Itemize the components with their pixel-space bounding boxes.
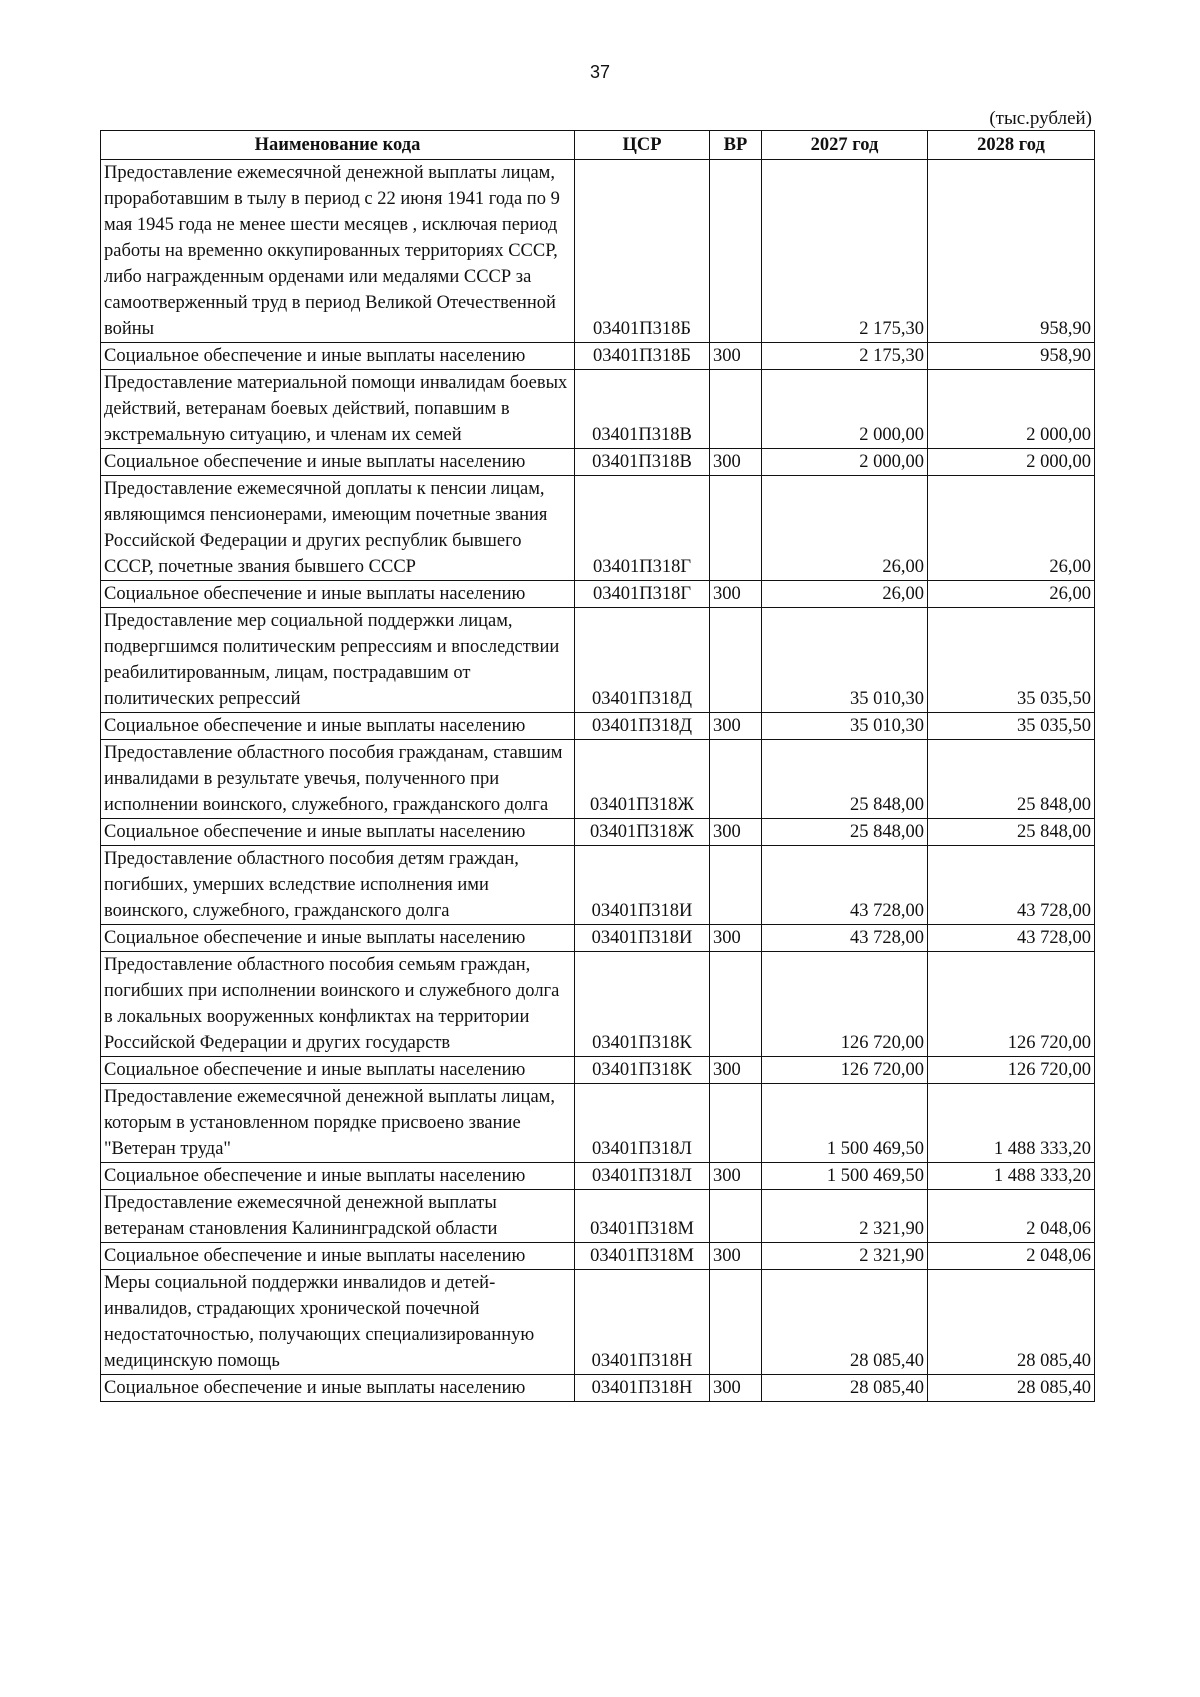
row-csr: 03401П318В xyxy=(575,449,710,476)
row-2028: 26,00 xyxy=(928,476,1095,581)
row-2028: 1 488 333,20 xyxy=(928,1163,1095,1190)
row-2027: 28 085,40 xyxy=(762,1375,928,1402)
header-csr: ЦСР xyxy=(575,131,710,160)
row-2028: 25 848,00 xyxy=(928,740,1095,819)
row-vr: 300 xyxy=(710,1163,762,1190)
page-number: 37 xyxy=(589,62,611,82)
row-2028: 958,90 xyxy=(928,343,1095,370)
row-csr: 03401П318Н xyxy=(575,1375,710,1402)
row-2027: 2 175,30 xyxy=(762,160,928,343)
row-csr: 03401П318И xyxy=(575,925,710,952)
row-name: Социальное обеспечение и иные выплаты населению xyxy=(101,343,575,370)
row-2027: 25 848,00 xyxy=(762,740,928,819)
row-2027: 2 175,30 xyxy=(762,343,928,370)
table-row xyxy=(101,449,1095,476)
row-2027: 26,00 xyxy=(762,476,928,581)
row-2027: 26,00 xyxy=(762,581,928,608)
row-csr: 03401П318Г xyxy=(575,581,710,608)
row-vr: 300 xyxy=(710,1243,762,1270)
row-name: Предоставление мер социальной поддержки лицам, подвергшимся политическим репрессиям и впоследствии реабилитированным, лицам, пострадавшим от политических репрессий xyxy=(101,608,575,713)
row-csr: 03401П318Г xyxy=(575,476,710,581)
row-2027: 25 848,00 xyxy=(762,819,928,846)
row-name: Предоставление материальной помощи инвалидам боевых действий, ветеранам боевых действий, попавшим в экстремальную ситуацию, и членам их семей xyxy=(101,370,575,449)
table-row xyxy=(101,1057,1095,1084)
row-2027: 1 500 469,50 xyxy=(762,1163,928,1190)
table-row xyxy=(101,1270,1095,1375)
table-row xyxy=(101,952,1095,1057)
row-vr: 300 xyxy=(710,343,762,370)
row-vr: 300 xyxy=(710,1057,762,1084)
row-vr xyxy=(710,1084,762,1163)
table-row xyxy=(101,1163,1095,1190)
row-name: Социальное обеспечение и иные выплаты населению xyxy=(101,581,575,608)
row-csr: 03401П318Ж xyxy=(575,819,710,846)
row-2028: 43 728,00 xyxy=(928,846,1095,925)
row-2028: 126 720,00 xyxy=(928,952,1095,1057)
row-name: Меры социальной поддержки инвалидов и детей-инвалидов, страдающих хронической почечной недостаточностью, получающих специализированную медицинскую помощь xyxy=(101,1270,575,1375)
row-csr: 03401П318И xyxy=(575,846,710,925)
row-vr: 300 xyxy=(710,1375,762,1402)
row-vr xyxy=(710,476,762,581)
header-2028: 2028 год xyxy=(928,131,1095,160)
row-name: Социальное обеспечение и иные выплаты населению xyxy=(101,819,575,846)
table-row xyxy=(101,740,1095,819)
row-2028: 25 848,00 xyxy=(928,819,1095,846)
row-vr xyxy=(710,1270,762,1375)
table-row xyxy=(101,581,1095,608)
row-vr: 300 xyxy=(710,925,762,952)
row-csr: 03401П318К xyxy=(575,1057,710,1084)
row-2028: 2 048,06 xyxy=(928,1190,1095,1243)
row-csr: 03401П318Н xyxy=(575,1270,710,1375)
header-vr: ВР xyxy=(710,131,762,160)
budget-table xyxy=(100,130,1095,1402)
row-2028: 28 085,40 xyxy=(928,1270,1095,1375)
row-name: Предоставление ежемесячной доплаты к пенсии лицам, являющимся пенсионерами, имеющим почетные звания Российской Федерации и других республик бывшего СССР, почетные звания бывшего СССР xyxy=(101,476,575,581)
row-2028: 35 035,50 xyxy=(928,713,1095,740)
table-row xyxy=(101,713,1095,740)
row-2028: 2 000,00 xyxy=(928,370,1095,449)
row-2027: 2 321,90 xyxy=(762,1243,928,1270)
row-2027: 43 728,00 xyxy=(762,925,928,952)
row-name: Социальное обеспечение и иные выплаты населению xyxy=(101,1163,575,1190)
units-label: (тыс.рублей) xyxy=(989,108,1092,129)
row-2028: 26,00 xyxy=(928,581,1095,608)
row-2028: 35 035,50 xyxy=(928,608,1095,713)
row-vr xyxy=(710,608,762,713)
row-2027: 2 321,90 xyxy=(762,1190,928,1243)
table-row xyxy=(101,608,1095,713)
row-name: Предоставление областного пособия семьям граждан, погибших при исполнении воинского и служебного долга в локальных вооруженных конфликтах на территории Российской Федерации и других государств xyxy=(101,952,575,1057)
row-2027: 126 720,00 xyxy=(762,1057,928,1084)
table-row xyxy=(101,370,1095,449)
row-name: Социальное обеспечение и иные выплаты населению xyxy=(101,925,575,952)
row-2028: 2 048,06 xyxy=(928,1243,1095,1270)
row-2027: 126 720,00 xyxy=(762,952,928,1057)
row-vr xyxy=(710,370,762,449)
row-vr: 300 xyxy=(710,449,762,476)
row-2027: 43 728,00 xyxy=(762,846,928,925)
row-csr: 03401П318К xyxy=(575,952,710,1057)
row-name: Предоставление областного пособия гражданам, ставшим инвалидами в результате увечья, полученного при исполнении воинского, служебного, гражданского долга xyxy=(101,740,575,819)
row-csr: 03401П318М xyxy=(575,1243,710,1270)
table-row xyxy=(101,343,1095,370)
header-name: Наименование кода xyxy=(101,131,575,160)
row-2027: 1 500 469,50 xyxy=(762,1084,928,1163)
row-vr xyxy=(710,740,762,819)
row-name: Предоставление ежемесячной денежной выплаты лицам, проработавшим в тылу в период с 22 июня 1941 года по 9 мая 1945 года не менее шести месяцев , исключая период работы на временно оккупированных территориях СССР, либо награжденным орденами или медалями СССР за самоотверженный труд в период Великой Отечественной войны xyxy=(101,160,575,343)
table-row xyxy=(101,476,1095,581)
row-2027: 28 085,40 xyxy=(762,1270,928,1375)
table-row xyxy=(101,160,1095,343)
row-name: Социальное обеспечение и иные выплаты населению xyxy=(101,1243,575,1270)
row-name: Предоставление ежемесячной денежной выплаты лицам, которым в установленном порядке присвоено звание "Ветеран труда" xyxy=(101,1084,575,1163)
row-vr xyxy=(710,952,762,1057)
row-vr: 300 xyxy=(710,819,762,846)
table-header-row xyxy=(101,131,1095,160)
row-2028: 1 488 333,20 xyxy=(928,1084,1095,1163)
row-2028: 2 000,00 xyxy=(928,449,1095,476)
table-row xyxy=(101,846,1095,925)
row-name: Социальное обеспечение и иные выплаты населению xyxy=(101,1057,575,1084)
row-2028: 43 728,00 xyxy=(928,925,1095,952)
row-vr: 300 xyxy=(710,713,762,740)
row-csr: 03401П318В xyxy=(575,370,710,449)
row-vr xyxy=(710,1190,762,1243)
row-2028: 958,90 xyxy=(928,160,1095,343)
table-row xyxy=(101,1084,1095,1163)
row-csr: 03401П318Ж xyxy=(575,740,710,819)
row-2028: 126 720,00 xyxy=(928,1057,1095,1084)
row-csr: 03401П318Л xyxy=(575,1084,710,1163)
row-csr: 03401П318Л xyxy=(575,1163,710,1190)
row-name: Предоставление областного пособия детям граждан, погибших, умерших вследствие исполнения ими воинского, служебного, гражданского долга xyxy=(101,846,575,925)
row-2028: 28 085,40 xyxy=(928,1375,1095,1402)
row-csr: 03401П318Д xyxy=(575,608,710,713)
row-vr xyxy=(710,846,762,925)
table-row xyxy=(101,925,1095,952)
row-csr: 03401П318Д xyxy=(575,713,710,740)
row-2027: 2 000,00 xyxy=(762,370,928,449)
table-row xyxy=(101,1375,1095,1402)
row-csr: 03401П318М xyxy=(575,1190,710,1243)
header-2027: 2027 год xyxy=(762,131,928,160)
row-name: Предоставление ежемесячной денежной выплаты ветеранам становления Калининградской области xyxy=(101,1190,575,1243)
row-csr: 03401П318Б xyxy=(575,160,710,343)
row-vr: 300 xyxy=(710,581,762,608)
row-vr xyxy=(710,160,762,343)
table-row xyxy=(101,819,1095,846)
row-2027: 35 010,30 xyxy=(762,608,928,713)
table-row xyxy=(101,1190,1095,1243)
row-csr: 03401П318Б xyxy=(575,343,710,370)
row-2027: 35 010,30 xyxy=(762,713,928,740)
table-row xyxy=(101,1243,1095,1270)
row-name: Социальное обеспечение и иные выплаты населению xyxy=(101,449,575,476)
row-name: Социальное обеспечение и иные выплаты населению xyxy=(101,713,575,740)
row-name: Социальное обеспечение и иные выплаты населению xyxy=(101,1375,575,1402)
row-2027: 2 000,00 xyxy=(762,449,928,476)
